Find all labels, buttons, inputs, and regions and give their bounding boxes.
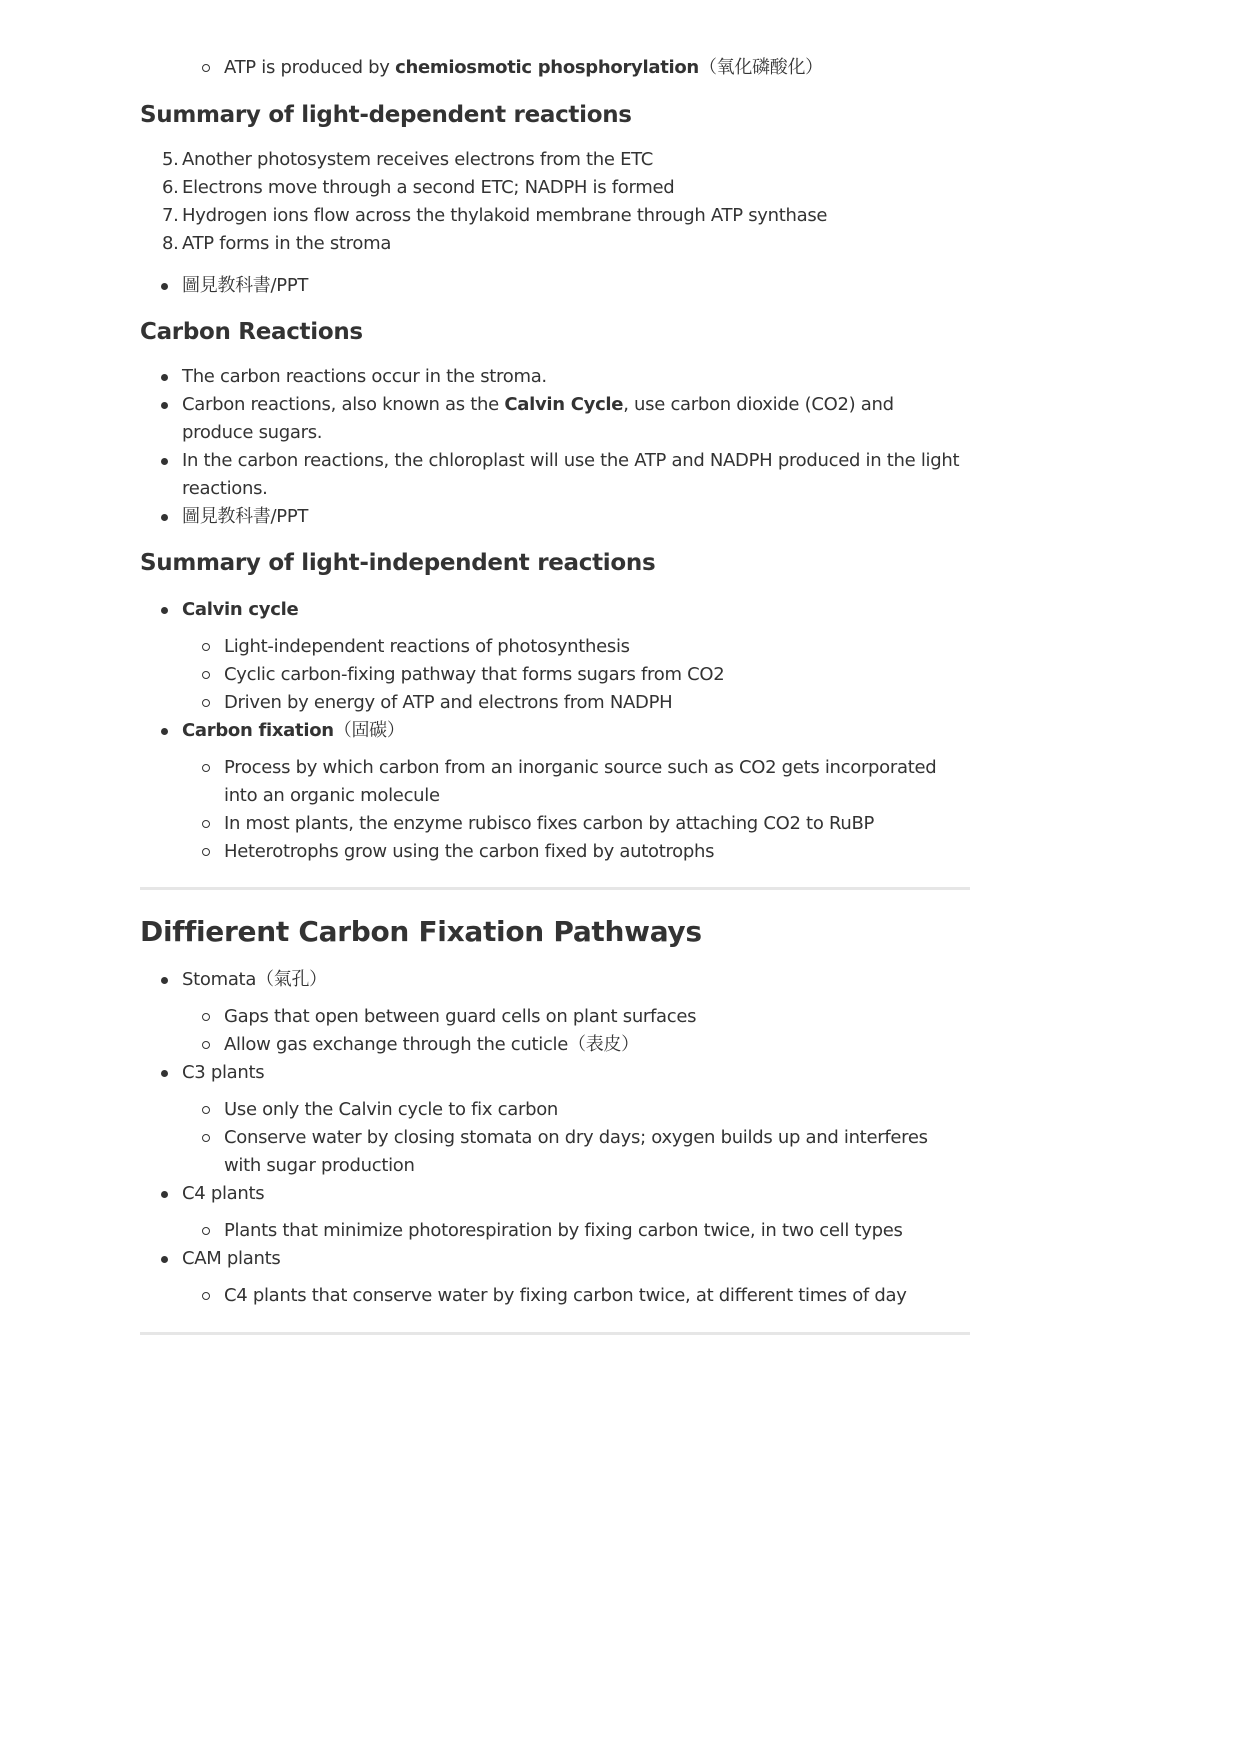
bullet-list	[140, 966, 970, 1310]
bold-text: chemiosmotic phosphorylation	[395, 57, 699, 78]
sub-list	[140, 1282, 970, 1310]
list-number: 6.	[162, 177, 179, 198]
sub-list-item	[140, 1282, 970, 1310]
text-run: Carbon reactions, also known as the	[182, 394, 505, 415]
text-run: Another photosystem receives electrons from the ETC	[182, 149, 654, 170]
list-item	[140, 503, 970, 531]
list-item	[140, 1245, 970, 1310]
section-heading: Diffierent Carbon Fixation Pathways	[140, 915, 702, 948]
text-run: Electrons move through a second ETC; NADPH is formed	[182, 177, 675, 198]
sub-list-item	[140, 661, 970, 689]
sub-list-item	[140, 1096, 970, 1124]
sub-list	[140, 633, 970, 717]
numbered-list	[140, 146, 970, 258]
divider	[140, 887, 970, 890]
list-item	[140, 391, 970, 447]
sub-list-item	[140, 1124, 970, 1180]
text-run: Cyclic carbon-fixing pathway that forms sugars from CO2	[224, 664, 725, 685]
sub-list-item	[140, 810, 970, 838]
list-number: 8.	[162, 233, 179, 254]
text-run: 圖見教科書/PPT	[182, 275, 309, 296]
bold-text: Carbon fixation	[182, 720, 334, 741]
text-run: Plants that minimize photorespiration by fixing carbon twice, in two cell types	[224, 1220, 903, 1241]
bold-text: Calvin cycle	[182, 599, 299, 620]
text-run: C4 plants	[182, 1183, 265, 1204]
document-body	[140, 54, 970, 1335]
sub-list	[140, 1217, 970, 1245]
text-run: The carbon reactions occur in the stroma.	[182, 366, 547, 387]
list-item	[140, 596, 970, 717]
list-item	[140, 202, 970, 230]
section-heading: Carbon Reactions	[140, 319, 363, 345]
sub-list	[140, 754, 970, 866]
text-run: Hydrogen ions flow across the thylakoid membrane through ATP synthase	[182, 205, 828, 226]
text-run: Light-independent reactions of photosynthesis	[224, 636, 630, 657]
section-heading: Summary of light-independent reactions	[140, 550, 656, 576]
sub-list-item	[140, 754, 970, 810]
list-item	[140, 230, 970, 258]
sub-list-item	[140, 838, 970, 866]
text-run: 圖見教科書/PPT	[182, 506, 309, 527]
sub-list-item	[140, 1031, 970, 1059]
sub-list-item	[140, 689, 970, 717]
bullet-list	[140, 596, 970, 866]
list-item	[140, 174, 970, 202]
text-run: Heterotrophs grow using the carbon fixed by autotrophs	[224, 841, 715, 862]
text-run: Gaps that open between guard cells on plant surfaces	[224, 1006, 697, 1027]
list-item	[140, 146, 970, 174]
text-run: C4 plants that conserve water by fixing carbon twice, at different times of day	[224, 1285, 907, 1306]
text-run: In most plants, the enzyme rubisco fixes carbon by attaching CO2 to RuBP	[224, 813, 875, 834]
text-run: Process by which carbon from an inorganic source such as CO2 gets incorporated into an organic molecule	[224, 757, 937, 806]
list-item	[140, 447, 970, 503]
text-run: Use only the Calvin cycle to fix carbon	[224, 1099, 559, 1120]
list-item	[140, 966, 970, 1059]
text-run: Conserve water by closing stomata on dry days; oxygen builds up and interferes with sugar production	[224, 1127, 928, 1176]
list-item	[140, 363, 970, 391]
text-run: C3 plants	[182, 1062, 265, 1083]
text-run: Allow gas exchange through the cuticle（表皮）	[224, 1034, 639, 1055]
text-run: CAM plants	[182, 1248, 281, 1269]
list-item	[140, 1059, 970, 1180]
divider	[140, 1332, 970, 1335]
sub-list-item	[140, 1003, 970, 1031]
sub-list-item	[140, 1217, 970, 1245]
list-number: 5.	[162, 149, 179, 170]
text-run: In the carbon reactions, the chloroplast will use the ATP and NADPH produced in the light reactions.	[182, 450, 960, 499]
text-run: （氧化磷酸化）	[698, 57, 823, 78]
list-item	[140, 54, 970, 82]
text-run: ATP forms in the stroma	[182, 233, 392, 254]
list-number: 7.	[162, 205, 179, 226]
text-run: Stomata（氣孔）	[182, 969, 327, 990]
text-run: , use carbon dioxide (CO2) and produce sugars.	[182, 394, 894, 443]
list-item	[140, 717, 970, 866]
sub-list	[140, 1003, 970, 1059]
text-run: ATP is produced by	[224, 57, 396, 78]
text-run: （固碳）	[333, 720, 405, 741]
bullet-list	[140, 272, 970, 300]
bold-text: Calvin Cycle	[504, 394, 624, 415]
section-heading: Summary of light-dependent reactions	[140, 102, 632, 128]
text-run: Driven by energy of ATP and electrons from NADPH	[224, 692, 673, 713]
bullet-list	[140, 54, 970, 82]
bullet-list	[140, 363, 970, 531]
list-item	[140, 272, 970, 300]
sub-list-item	[140, 633, 970, 661]
list-item	[140, 1180, 970, 1245]
sub-list	[140, 1096, 970, 1180]
